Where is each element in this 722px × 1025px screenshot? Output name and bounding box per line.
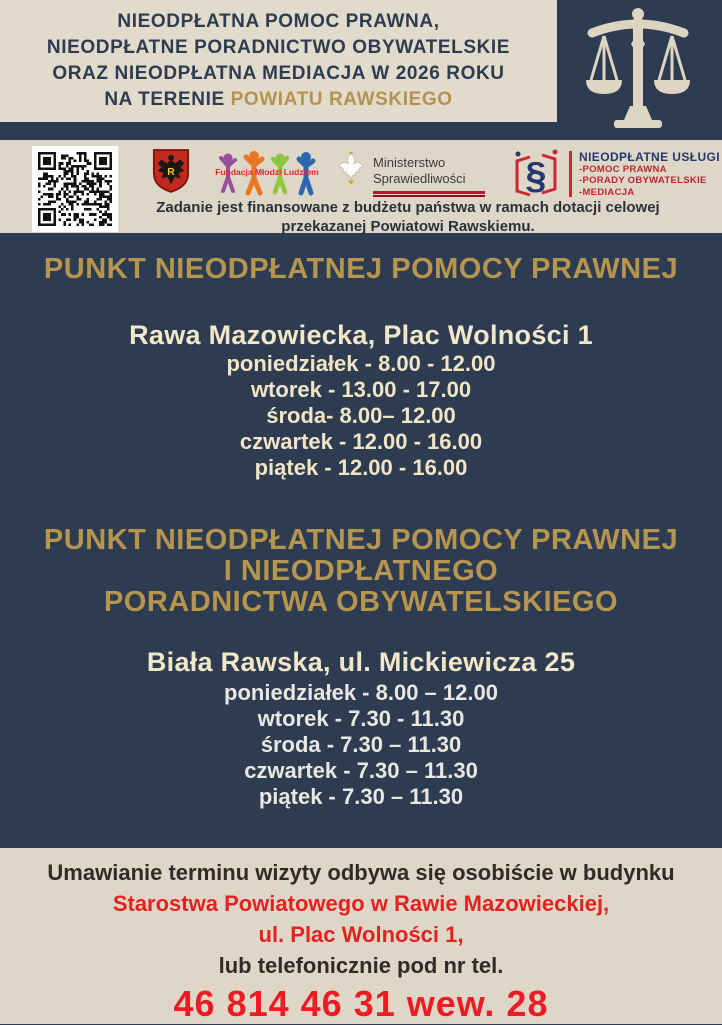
county-name: POWIATU RAWSKIEGO — [230, 89, 453, 110]
coat-letter: R — [167, 166, 175, 178]
ministry-name — [373, 149, 485, 197]
footer-office-address: ul. Plac Wolności 1, — [258, 922, 464, 947]
ministry-name-line-2: Sprawiedliwości — [373, 171, 466, 186]
header-title-line-4 — [0, 87, 557, 113]
footer-office-name: Starostwa Powiatowego w Rawie Mazowieckiej, — [112, 891, 610, 916]
qr-code — [32, 146, 118, 232]
foundation-name: Fundacja Młodzi Ludziom — [215, 167, 319, 177]
services-title: NIEODPŁATNE USŁUGI — [579, 149, 720, 164]
appointment-footer — [0, 848, 722, 1024]
services-item: -POMOC PRAWNA — [579, 163, 667, 175]
partner-logos-strip — [0, 140, 722, 233]
schedule-line: czwartek - 7.30 – 11.30 — [244, 758, 478, 783]
schedule-line: czwartek - 12.00 - 16.00 — [239, 429, 483, 454]
scales-icon — [577, 6, 699, 132]
eagle-icon — [336, 149, 366, 187]
services-item: -PORADY OBYWATELSKIE — [579, 175, 707, 187]
coat-of-arms-icon — [152, 148, 190, 194]
services-text — [579, 150, 720, 199]
ministry-underline — [373, 191, 485, 197]
schedule-line: środa- 8.00– 12.00 — [266, 403, 456, 428]
header-title-line-3: ORAZ NIEODPŁATNA MEDIACJA W 2026 ROKU — [52, 63, 505, 84]
ministry-logo — [336, 149, 485, 197]
point2-schedule — [0, 680, 722, 810]
point2-title-line: PUNKT NIEODPŁATNEJ POMOCY PRAWNEJ — [43, 524, 679, 556]
paragraph-symbol: § — [525, 155, 547, 197]
schedule-line: piątek - 12.00 - 16.00 — [254, 455, 468, 480]
point1-title: PUNKT NIEODPŁATNEJ POMOCY PRAWNEJ — [43, 253, 679, 285]
free-services-logo — [510, 148, 720, 200]
schedule-line: wtorek - 13.00 - 17.00 — [250, 377, 472, 402]
county-coat-of-arms-icon — [152, 148, 190, 194]
header-banner — [0, 0, 557, 122]
point2-title-line: I NIEODPŁATNEGO — [223, 555, 499, 587]
main-content — [0, 233, 722, 848]
scales-of-justice-icon — [572, 4, 704, 134]
point1-address: Rawa Mazowiecka, Plac Wolności 1 — [129, 320, 593, 350]
funding-note-line-2: przekazanej Powiatowi Rawskiemu. — [281, 218, 535, 235]
qr-code-pattern — [38, 152, 112, 226]
header-territory-label: NA TERENIE — [104, 89, 231, 110]
paragraph-icon — [510, 148, 562, 200]
services-item: -MEDIACJA — [579, 186, 635, 198]
foundation-people-icon — [212, 149, 322, 197]
header-title-line-1: NIEODPŁATNA POMOC PRAWNA, — [117, 11, 440, 32]
point2-address: Biała Rawska, ul. Mickiewicza 25 — [146, 647, 576, 677]
schedule-line: poniedziałek - 8.00 – 12.00 — [224, 680, 498, 705]
point1-schedule — [0, 351, 722, 481]
footer-line-1: Umawianie terminu wizyty odbywa się osobiście w budynku — [47, 860, 675, 885]
footer-line-4: lub telefonicznie pod nr tel. — [218, 953, 504, 978]
schedule-line: piątek - 7.30 – 11.30 — [258, 784, 464, 809]
schedule-line: środa - 7.30 – 11.30 — [260, 732, 462, 757]
schedule-line: wtorek - 7.30 - 11.30 — [257, 706, 465, 731]
ministry-name-line-1: Ministerstwo — [373, 155, 446, 170]
funding-note-line-1: Zadanie jest finansowane z budżetu państwa w ramach dotacji celowej — [156, 199, 660, 216]
phone-number: 46 814 46 31 wew. 28 — [173, 983, 549, 1024]
foundation-logo — [212, 149, 322, 197]
header-title-line-2: NIEODPŁATNE PORADNICTWO OBYWATELSKIE — [46, 37, 511, 58]
point2-title-line: PORADNICTWA OBYWATELSKIEGO — [103, 586, 619, 618]
point2-title — [0, 525, 722, 618]
services-divider — [569, 151, 572, 197]
schedule-line: poniedziałek - 8.00 - 12.00 — [226, 351, 496, 376]
funding-note — [128, 198, 688, 236]
